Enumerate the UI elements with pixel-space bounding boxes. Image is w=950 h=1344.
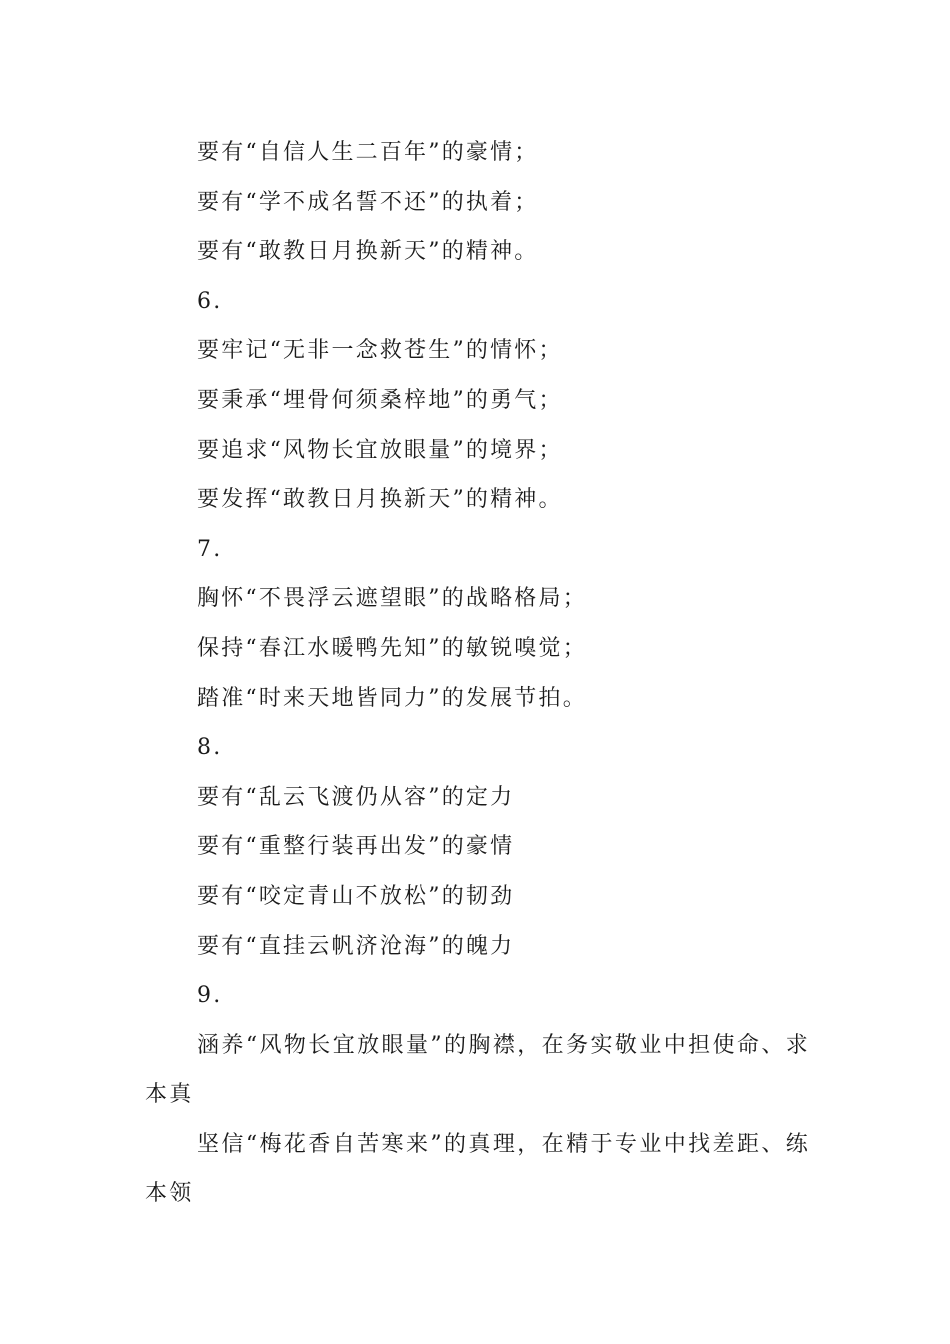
section-number: 6. xyxy=(197,288,223,314)
paragraph: 坚信“梅花香自苦寒来”的真理，在精于专业中找差距、练本领 xyxy=(145,1131,810,1207)
text-line: 要发挥“敢教日月换新天”的精神。 xyxy=(197,487,563,513)
text-line: 要有“自信人生二百年”的豪情； xyxy=(197,140,539,165)
text-line: 保持“春江水暖鸭先知”的敏锐嗅觉； xyxy=(197,635,587,661)
text-line: 踏准“时来天地皆同力”的发展节拍。 xyxy=(197,685,587,711)
document-body xyxy=(145,128,810,1219)
text-line: 要牢记“无非一念救苍生”的情怀； xyxy=(197,338,563,364)
text-line: 要追求“风物长宜放眼量”的境界； xyxy=(197,437,563,463)
text-line: 要有“学不成名誓不还”的执着； xyxy=(197,189,539,215)
text-line: 要有“咬定青山不放松”的韧劲 xyxy=(197,883,515,909)
text-line: 胸怀“不畏浮云遮望眼”的战略格局； xyxy=(197,586,587,612)
text-line: 要有“重整行装再出发”的豪情 xyxy=(197,834,515,860)
paragraph: 涵养“风物长宜放眼量”的胸襟，在务实敬业中担使命、求本真 xyxy=(145,1032,810,1108)
text-line: 要秉承“埋骨何须桑梓地”的勇气； xyxy=(197,387,563,413)
text-line: 要有“直挂云帆济沧海”的魄力 xyxy=(197,933,515,959)
section-number: 9. xyxy=(197,983,223,1009)
section-number: 8. xyxy=(197,735,223,761)
section-number: 7. xyxy=(197,536,223,562)
text-line: 要有“敢教日月换新天”的精神。 xyxy=(197,239,539,265)
text-line: 要有“乱云飞渡仍从容”的定力 xyxy=(197,784,515,810)
